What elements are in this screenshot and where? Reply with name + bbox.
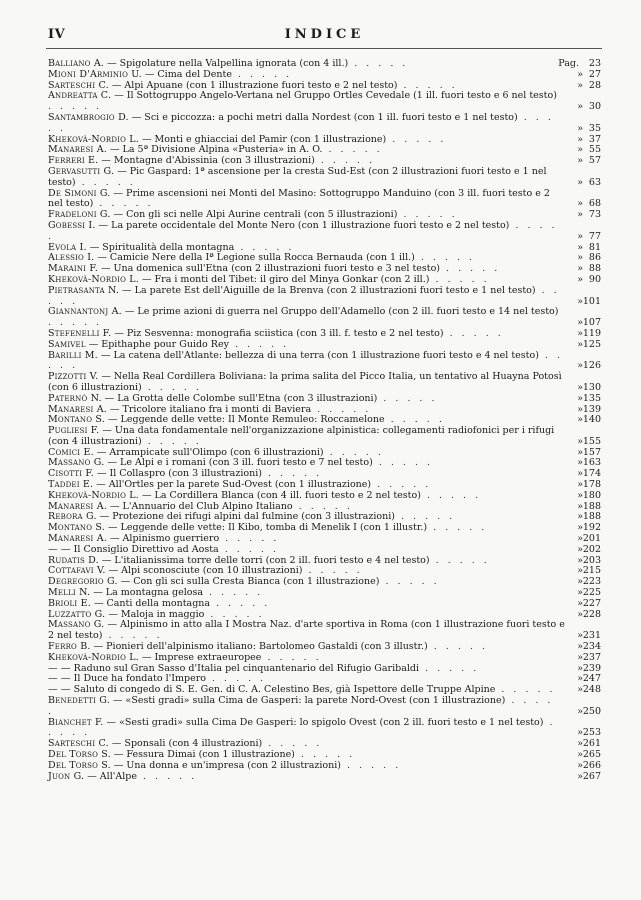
entry-page: 28 [588,79,601,91]
entry-title: — Il Sottogruppo Angelo-Vertana nel Gruppo Ortles Cevedale (1 ill. fuori testo e 6 nel testo) [111,90,557,102]
dot-leader: . . . . . [48,111,554,134]
entry-title: — Alpinismo guerriero [107,533,220,545]
entry-title: — Arrampicate sull'Olimpo (con 6 illustrazioni) [93,446,324,458]
entry-title: — Cima del Dente [141,68,232,80]
entry-page: 237 [582,651,601,663]
entry-title: — Fessura Dimai (con 1 illustrazione) [110,749,295,760]
entry-title: — Camicie Nere della Iª Legione sulla Rocca Bernauda (con 1 ill.) [94,252,415,264]
entry-author: — — [48,543,71,555]
entry-author: Balliano A. [48,58,105,69]
entry-title: — Spigolature nella Valpellina ignorata (con 4 ill.) [104,58,349,69]
entry-author: Khekovà-Nordio L. [48,489,140,501]
index-entry [48,772,601,783]
entry-page: 266 [582,759,601,771]
entry-page: 139 [582,403,601,415]
entry-title: — La parete Est dell'Aiguille de la Brenva (con 2 illustrazioni fuori testo e 1 nel testo) [119,284,536,296]
ditto-mark: » [577,597,583,609]
entry-author: Degregorio G. [48,576,118,588]
entry-title: — La Grotta delle Colombe sull'Etna (con 3 illustrazioni) [101,392,378,404]
index-entry [48,351,601,373]
ditto-mark: » [577,241,583,253]
dot-leader: . . . . . [203,587,264,599]
ditto-mark: » [577,68,583,80]
entry-title: — Leggende delle vette: Il Kibo, tomba di Menelik I (con 1 illustr.) [105,522,428,534]
entry-page: 253 [582,727,601,739]
entry-title: — Piz Sesvenna: monografia sciistica (con 3 ill. f. testo e 2 nel testo) [111,327,444,339]
entry-page: 239 [582,662,601,674]
ditto-mark: » [577,651,583,663]
entry-page: 188 [582,500,601,512]
page-number: IV [48,27,66,42]
entry-title: — Monti e ghiacciai del Pamir (con 1 illustrazione) [139,133,387,145]
ditto-mark: » [577,176,583,188]
dot-leader: . . . . . [210,597,271,609]
entry-author: — — [48,684,71,696]
entry-page: 178 [582,479,601,491]
index-entry [48,91,601,113]
index-entry [48,286,601,308]
ditto-mark: » [577,662,583,674]
entry-title: — Epithaphe pour Guido Rey [85,338,229,350]
ditto-mark: » [577,630,583,642]
entry-title: — All'Ortles per la parete Sud-Ovest (con 1 illustrazione) [93,479,372,491]
dot-leader: . . . . . [48,101,103,113]
dot-leader: . . . . . [48,349,563,372]
dot-leader: . . . . . [228,338,290,350]
entry-title: Raduno sul Gran Sasso d'Italia pel cinquantenario del Rifugio Garibaldi [70,662,420,674]
dot-leader: . . . . . [136,770,198,782]
ditto-mark: » [577,252,583,264]
entry-author: Sarteschi C. [48,79,109,91]
ditto-mark: » [577,511,583,523]
entry-author: Del Torso S. [48,749,111,760]
entry-title: Il Duce ha fondato l'Impero [70,673,206,685]
entry-title: — «Sesti gradi» sulla Cima de Gasperi: la parete Nord-Ovest (con 1 illustrazione) [109,695,506,707]
dot-leader: . . . . . [48,317,103,329]
entry-author: Maraini F. [48,263,98,275]
entry-page: 250 [582,705,601,717]
entry-author: Fradeloni G. [48,209,111,221]
ditto-mark: » [577,403,583,415]
ditto-mark: » [577,101,583,113]
ditto-mark: » [577,727,583,739]
entry-page: 57 [588,155,601,167]
entry-title: — «Sesti gradi» sulla Cima De Gasperi: lo spigolo Ovest (con 2 ill. fuori testo e 1 nel testo) [103,716,544,728]
entry-title: — Il Collaspro (con 3 illustrazioni) [93,468,262,480]
entry-author: Bianchet F. [48,716,104,728]
entry-author: Barilli M. [48,349,98,361]
entry-author: Pizzotti V. [48,371,99,383]
dot-leader: . . . . . [429,273,490,285]
entry-page: 203 [582,554,601,566]
index-list [48,59,601,782]
ditto-mark: » [577,770,583,782]
ditto-mark: » [577,295,583,307]
entry-title: — Le Alpi e i romani (con 3 ill. fuori testo e 7 nel testo) [104,457,373,469]
entry-author: Rudatis D. [48,554,99,566]
dot-leader: . . . . . [394,511,456,523]
ditto-mark: » [577,533,583,545]
entry-page: 155 [582,435,601,447]
entry-page: 174 [582,468,601,480]
entry-page: 130 [582,381,601,393]
entry-title: — Maloja in maggio [105,608,205,620]
entry-author: Gervasutti G. [48,165,115,177]
ditto-mark: » [577,155,583,167]
entry-title: — Una domenica sull'Etna (con 2 illustrazioni fuori testo e 3 nel testo) [97,263,441,275]
entry-title: — Nella Real Cordillera Boliviana: la prima salita del Picco Italia, un tentativo al Huayna Potosì (con 6 illustrazioni) [48,371,562,393]
dot-leader: . . . . . [234,241,295,253]
entry-author: Cisotti F. [48,468,94,480]
entry-author: Khekovà-Nordio L. [48,273,140,285]
entry-author: Manaresi A. [48,403,108,415]
entry-page: 125 [582,338,601,350]
dot-leader: . . . . . [141,435,202,447]
entry-title: — Montagne d'Abissinia (con 3 illustrazioni) [98,155,315,167]
entry-author: Manaresi A. [48,500,108,512]
ditto-mark: » [577,468,583,480]
entry-title: — Con gli sci sulla Cresta Bianca (con 1 illustrazione) [117,576,380,588]
entry-title: — Prime ascensioni nei Monti del Masino: Sottogruppo Manduino (con 3 ill. fuori testo e 2 nel testo) [48,187,550,210]
dot-leader: . . . . . [206,673,267,685]
entry-title: — Canti della montagna [90,597,211,609]
entry-page: 201 [582,533,601,545]
entry-author: Andreatta C. [48,90,112,102]
dot-leader: . . . . . [420,489,482,501]
ditto-mark: » [577,479,583,491]
dot-leader: . . . . . [427,522,488,534]
entry-author: Montano S. [48,414,106,426]
entry-author: Del Torso S. [48,759,111,771]
ditto-mark: » [577,500,583,512]
entry-page: 247 [582,673,601,685]
ditto-mark: » [577,133,583,145]
entry-author: Montano S. [48,522,106,534]
entry-page: 30 [588,101,601,113]
dot-leader: . . . . . [379,576,440,588]
entry-page: 228 [582,608,601,620]
entry-title: — La catena dell'Atlante: bellezza di una terra (con 1 illustrazione fuori testo e 4 nel testo) [97,349,539,361]
index-entry [48,189,601,211]
dot-leader: . . . . . [48,716,556,739]
ditto-mark: » [577,414,583,426]
entry-author: Santambrogio D. [48,111,129,123]
ditto-mark: » [577,554,583,566]
entry-author: Massano G. [48,457,105,469]
entry-page: 227 [582,597,601,609]
ditto-mark: » [577,79,583,91]
entry-page: 68 [588,198,601,210]
ditto-mark: » [577,317,583,329]
ditto-mark: » [577,230,583,242]
ditto-mark: » [577,327,583,339]
ditto-mark: » [577,198,583,210]
ditto-mark: » [577,338,583,350]
ditto-mark: » [577,446,583,458]
index-entry [48,696,601,718]
ditto-mark: » [577,608,583,620]
page-header [48,27,601,45]
entry-page: 126 [582,360,601,372]
entry-author: Luzzatto G. [48,608,106,620]
entry-page: 223 [582,576,601,588]
entry-title: — Alpi sconosciute (con 10 illustrazioni) [105,565,303,577]
entry-title: — Pic Gaspard: 1ª ascensione per la cresta Sud-Est (con 2 illustrazioni fuori testo e 1 nel testo) [48,165,547,188]
dot-leader: . . . . . [48,695,554,717]
ditto-mark: » [577,749,583,760]
entry-author: Sarteschi C. [48,738,109,750]
entry-page: 35 [588,122,601,134]
ditto-mark: » [577,263,583,275]
dot-leader: . . . . . [414,252,476,264]
entry-page: 90 [588,273,601,285]
dot-leader: . . . . . [262,738,323,750]
entry-page: 234 [582,641,601,653]
entry-page: 157 [582,446,601,458]
dot-leader: . . . . . [427,641,488,653]
dot-leader: . . . . . [311,403,372,415]
entry-author: De Simoni G. [48,187,111,199]
entry-title: — Con gli sci nelle Alpi Aurine centrali (con 5 illustrazioni) [110,209,398,221]
entry-page: 55 [588,144,601,156]
entry-author: Khekovà-Nordio L. [48,133,140,145]
dot-leader: . . . . . [48,219,558,242]
entry-author: Benedetti G. [48,695,110,707]
dot-leader: . . . . . [292,500,353,512]
ditto-mark: » [577,641,583,653]
entry-author: Rebora G. [48,511,97,523]
entry-title: — L'italianissima torre delle torri (con 2 ill. fuori testo e 4 nel testo) [98,554,430,566]
ditto-mark: » [577,144,583,156]
entry-page: 267 [582,770,601,782]
ditto-mark: » [577,489,583,501]
entry-author: Juon G. [48,770,85,782]
dot-leader: . . . . . [495,684,556,696]
dot-leader: . . . . . [322,144,383,156]
entry-page: 140 [582,414,601,426]
entry-title: — Una donna e un'impresa (con 2 illustrazioni) [110,759,342,771]
index-entry [48,718,601,740]
entry-page: 88 [588,263,601,275]
entry-author: Taddei E. [48,479,94,491]
ditto-mark: » [577,360,583,372]
entry-author: Manaresi A. [48,533,108,545]
entry-author: Brioli E. [48,597,91,609]
ditto-mark: » [577,543,583,555]
entry-author: Giannantonj A. [48,306,122,318]
dot-leader: . . . . . [397,209,458,221]
dot-leader: . . . . . [386,133,447,145]
entry-author: Evola I. [48,241,87,253]
entry-author: — — [48,662,71,674]
dot-leader: . . . . . [48,284,560,307]
entry-page: 265 [582,749,601,760]
entry-page: 202 [582,543,601,555]
dot-leader: . . . . . [75,176,136,188]
entry-title: — L'Annuario del Club Alpino Italiano [107,500,293,512]
entry-page: 27 [588,68,601,80]
entry-author: Alessio I. [48,252,95,264]
dot-leader: . . . . . [372,457,434,469]
entry-page: 37 [588,133,601,145]
dot-leader: . . . . . [302,565,363,577]
entry-author: Paternò N. [48,392,102,404]
entry-page: 180 [582,489,601,501]
dot-leader: . . . . . [397,79,458,91]
entry-title: — Tricolore italiano fra i monti di Baviera [107,403,312,415]
dot-leader: . . . . . [429,554,490,566]
dot-leader: . . . . . [440,263,501,275]
entry-author: Melli N. [48,587,91,599]
dot-leader: . . . . . [218,543,279,555]
entry-page: 225 [582,587,601,599]
entry-page: 107 [582,317,601,329]
entry-author: — — [48,673,71,685]
entry-title: Saluto di congedo di S. E. Gen. di C. A. Celestino Bes, già Ispettore delle Truppe Alpine [70,684,496,696]
entry-title: — Fra i monti del Tibet: il giro del Minya Gonkar (con 2 ill.) [139,273,430,285]
entry-author: Ferreri E. [48,155,99,167]
header-rule [46,48,602,49]
entry-page: 81 [588,241,601,253]
ditto-mark: » [577,457,583,469]
page-label: Pag. [558,58,579,69]
entry-title: — La 5ª Divisione Alpina «Pusteria» in A. O. [107,144,323,156]
entry-page: 23 [588,58,601,69]
page-title: INDICE [284,27,365,42]
entry-title: — Alpi Apuane (con 1 illustrazione fuori testo e 2 nel testo) [108,79,398,91]
entry-author: Comici E. [48,446,94,458]
entry-author: Pietrasanta N. [48,284,120,296]
entry-author: Cottafavi V. [48,565,106,577]
ditto-mark: » [577,565,583,577]
ditto-mark: » [577,759,583,771]
entry-title: — Le prime azioni di guerra nel Gruppo dell'Adamello (con 2 ill. fuori testo e 14 nel testo) [121,306,559,318]
entry-page: 261 [582,738,601,750]
entry-title: Il Consiglio Direttivo ad Aosta [70,543,219,555]
entry-author: Stefenelli F. [48,327,112,339]
dot-leader: . . . . . [323,446,384,458]
entry-title: — Sponsali (con 4 illustrazioni) [108,738,263,750]
entry-page: 135 [582,392,601,404]
ditto-mark: » [577,381,583,393]
entry-page: 215 [582,565,601,577]
entry-author: Ferro B. [48,641,91,653]
dot-leader: . . . . . [93,198,154,210]
entry-author: Pugliesi F. [48,425,100,437]
ditto-mark: » [577,522,583,534]
dot-leader: . . . . . [384,414,445,426]
entry-page: 192 [582,522,601,534]
ditto-mark: » [577,435,583,447]
ditto-mark: » [577,273,583,285]
entry-page: 119 [582,327,601,339]
entry-page: 77 [588,230,601,242]
entry-title: — Sci e piccozza: a pochi metri dalla Nordest (con 1 ill. fuori testo e 1 nel testo) [128,111,518,123]
entry-page: 63 [588,176,601,188]
entry-page: 101 [582,295,601,307]
dot-leader: . . . . . [219,533,280,545]
dot-leader: . . . . . [443,327,504,339]
entry-title: — All'Alpe [84,770,137,782]
ditto-mark: » [577,684,583,696]
entry-page: 188 [582,511,601,523]
entry-author: Manaresi A. [48,144,108,156]
entry-page: 248 [582,684,601,696]
dot-leader: . . . . . [141,381,202,393]
index-entry [48,426,601,448]
index-entry [48,307,601,329]
entry-page: 163 [582,457,601,469]
dot-leader: . . . . . [314,155,376,167]
ditto-mark: » [577,673,583,685]
entry-page: 86 [588,252,601,264]
entry-title: — La montagna gelosa [90,587,203,599]
dot-leader: . . . . . [348,58,409,69]
index-entry [48,372,601,394]
ditto-mark: » [577,738,583,750]
entry-title: — Pionieri dell'alpinismo italiano: Bartolomeo Gastaldi (con 3 illustr.) [90,641,428,653]
index-entry [48,620,601,642]
ditto-mark: » [577,576,583,588]
ditto-mark: » [577,587,583,599]
entry-author: Samivel [48,338,86,350]
dot-leader: . . . . . [371,479,432,491]
ditto-mark: » [577,209,583,221]
dot-leader: . . . . . [261,651,322,663]
entry-title: — Leggende delle vette: Il Monte Remuleo: Roccamelone [105,414,385,426]
entry-page: 73 [588,209,601,221]
dot-leader: . . . . . [204,608,265,620]
dot-leader: . . . . . [377,392,438,404]
index-entry [48,167,601,189]
dot-leader: . . . . . [102,630,163,642]
ditto-mark: » [577,392,583,404]
entry-title: — Imprese extraeuropee [139,651,262,663]
entry-author: Gobessi I. [48,219,96,231]
dot-leader: . . . . . [294,749,356,760]
entry-author: Khekovà-Nordio L. [48,651,140,663]
dot-leader: . . . . . [419,662,480,674]
entry-title: — Una data fondamentale nell'organizzazione alpinistica: collegamenti radiofonici per i rifugi (con 4 illustrazioni) [48,425,555,447]
entry-title: — La Cordillera Blanca (con 4 ill. fuori testo e 2 nel testo) [139,489,421,501]
entry-title: — Protezione dei rifugi alpini dal fulmine (con 3 illustrazioni) [96,511,395,523]
entry-page: 231 [582,630,601,642]
dot-leader: . . . . . [261,468,323,480]
dot-leader: . . . . . [231,68,293,80]
entry-author: Massano G. [48,619,105,631]
entry-title: — Spiritualità della montagna [86,241,235,253]
ditto-mark: » [577,705,583,717]
entry-title: — Alpinismo in atto alla I Mostra Naz. d'arte sportiva in Roma (con 1 illustrazione fuori testo e 2 nel testo) [48,619,565,642]
index-entry [48,113,601,135]
entry-author: Mioni D'Arminio U. [48,68,142,80]
ditto-mark: » [577,122,583,134]
entry-title: — La parete occidentale del Monte Nero (con 1 illustrazione fuori testo e 2 nel testo) [95,219,510,231]
index-entry [48,221,601,243]
dot-leader: . . . . . [341,759,402,771]
